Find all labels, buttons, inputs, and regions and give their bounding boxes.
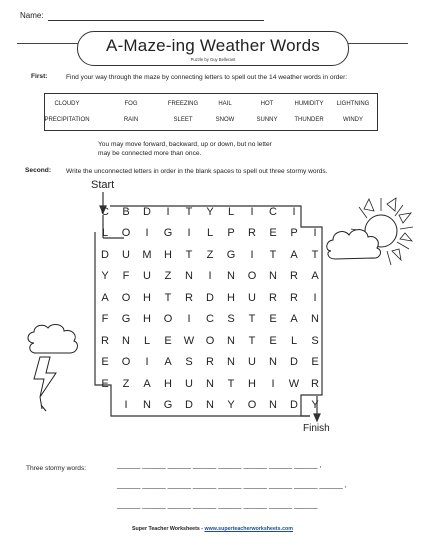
maze-letter: N	[206, 399, 214, 411]
maze-letter: U	[248, 356, 256, 368]
maze-letter: C	[206, 313, 214, 325]
maze-letter: I	[250, 206, 254, 218]
maze-letter: D	[185, 399, 193, 411]
maze-letter: R	[290, 292, 298, 304]
first-label: First:	[31, 73, 48, 80]
word-bank-item: LIGHTNING	[336, 101, 370, 107]
maze-letter: B	[122, 206, 130, 218]
maze-letter: D	[290, 399, 298, 411]
maze-letter: N	[227, 356, 235, 368]
maze-letter: C	[269, 206, 277, 218]
maze-letter: E	[164, 335, 172, 347]
footer-separator: -	[199, 526, 205, 532]
maze-letter: S	[227, 313, 235, 325]
puzzle-credit: Puzzle by Guy Bellerant	[190, 57, 236, 62]
maze-letter: O	[121, 356, 131, 368]
maze-letter: D	[143, 206, 151, 218]
maze-letter: L	[143, 335, 151, 347]
maze-letter: O	[247, 399, 257, 411]
maze-letter: N	[227, 270, 235, 282]
maze-letter: I	[250, 249, 254, 261]
maze-letter: N	[122, 335, 130, 347]
maze-letter: D	[101, 249, 109, 261]
maze-letter: O	[247, 270, 257, 282]
maze-letter: Z	[206, 249, 214, 261]
maze-letter: E	[101, 356, 109, 368]
maze-letter: U	[122, 249, 130, 261]
maze-letter: T	[185, 249, 193, 261]
maze-letter: N	[143, 399, 151, 411]
word-bank-item: HUMIDITY	[294, 101, 324, 107]
maze-letter: H	[143, 313, 151, 325]
word-bank-item: WINDY	[343, 117, 363, 123]
maze-letter: T	[248, 335, 256, 347]
maze-letter: O	[121, 292, 131, 304]
maze-letter: W	[288, 378, 300, 390]
maze-letter: N	[269, 356, 277, 368]
maze-letter: I	[145, 227, 149, 239]
maze-letter: A	[311, 270, 319, 282]
maze-letter: L	[101, 227, 109, 239]
maze-letter: H	[164, 378, 172, 390]
answer-line-3[interactable]: ______ ______ ______ ______ ______ ______ ______ ______	[117, 502, 318, 509]
maze-letter: N	[269, 399, 277, 411]
maze-letter: T	[185, 206, 193, 218]
maze-letter: Y	[206, 206, 214, 218]
page-title: A-Maze-ing Weather Words	[106, 36, 320, 55]
maze-letter: I	[208, 270, 212, 282]
maze-letter: T	[164, 292, 172, 304]
maze-letter: L	[290, 335, 298, 347]
maze-letter: I	[187, 227, 191, 239]
maze-letter: T	[227, 378, 235, 390]
maze-letter: R	[206, 356, 214, 368]
maze-letter: N	[206, 378, 214, 390]
maze-letter: U	[143, 270, 151, 282]
maze-finish-label: Finish	[303, 423, 330, 434]
maze-letter: Y	[311, 399, 319, 411]
maze-letter: R	[248, 227, 256, 239]
maze-letter: E	[101, 378, 109, 390]
maze-letter: I	[313, 227, 317, 239]
sun-cloud-illustration	[323, 193, 415, 275]
maze-letter: F	[101, 313, 109, 325]
maze-letter: H	[227, 292, 235, 304]
maze-letter: P	[290, 227, 298, 239]
answer-line-1[interactable]: ______ ______ ______ ______ ______ ______ ______ ______ ,	[117, 462, 322, 469]
maze-letter: E	[269, 313, 277, 325]
maze-letter: N	[227, 335, 235, 347]
maze-letter: U	[248, 292, 256, 304]
word-bank-item: SNOW	[215, 117, 235, 123]
word-bank-item: FOG	[124, 101, 138, 107]
storm-cloud-lightning-illustration	[26, 323, 84, 415]
maze-letter: S	[185, 356, 193, 368]
maze-letter: U	[185, 378, 193, 390]
second-label: Second:	[25, 167, 52, 174]
maze-letter: A	[290, 249, 298, 261]
maze-letter: I	[313, 292, 317, 304]
maze-letter: N	[311, 313, 319, 325]
maze-letter: A	[164, 356, 172, 368]
maze-letter: W	[183, 335, 195, 347]
maze-letter: G	[163, 399, 173, 411]
second-instruction: Write the unconnected letters in order in the blank spaces to spell out three stormy words.	[66, 168, 328, 175]
maze-letter: E	[269, 227, 277, 239]
maze-letter: N	[185, 270, 193, 282]
maze-letter: I	[166, 206, 170, 218]
maze-letter: A	[290, 313, 298, 325]
maze-letter: L	[206, 227, 214, 239]
maze-letter: G	[163, 227, 173, 239]
maze-letter: R	[101, 335, 109, 347]
maze-letter: O	[163, 313, 173, 325]
maze-letter: Y	[101, 270, 109, 282]
footer-url-link[interactable]: www.superteacherworksheets.com	[204, 526, 293, 532]
word-bank-item: SLEET	[173, 117, 193, 123]
word-bank-item: HAIL	[218, 101, 232, 107]
maze-letter: P	[227, 227, 235, 239]
answer-label: Three stormy words:	[26, 465, 87, 472]
maze-letter: R	[311, 378, 319, 390]
word-bank-item: FREEZING	[167, 101, 199, 107]
maze-letter: I	[124, 399, 128, 411]
maze-letter: L	[227, 206, 235, 218]
maze-letter: C	[101, 206, 109, 218]
word-bank-item: SUNNY	[256, 117, 278, 123]
word-bank-item: RAIN	[123, 117, 139, 123]
maze-letter: I	[145, 356, 149, 368]
maze-letter: I	[187, 313, 191, 325]
word-bank-item: HOT	[260, 101, 274, 107]
maze-letter: O	[205, 335, 215, 347]
maze-letter: E	[269, 335, 277, 347]
maze-letter: I	[292, 206, 296, 218]
footer-brand: Super Teacher Worksheets	[132, 526, 200, 532]
first-instruction: Find your way through the maze by connecting letters to spell out the 14 weather words in order:	[66, 74, 348, 81]
maze-letter: T	[311, 249, 319, 261]
maze-letter: D	[290, 356, 298, 368]
maze-letter: D	[206, 292, 214, 304]
maze-letter: N	[269, 270, 277, 282]
maze-letter: F	[122, 270, 130, 282]
maze-letter: H	[248, 378, 256, 390]
word-bank-item: CLOUDY	[54, 101, 80, 107]
maze-letter: T	[248, 313, 256, 325]
name-label: Name:	[20, 11, 44, 20]
maze-letter: G	[226, 249, 236, 261]
maze-letter: H	[143, 292, 151, 304]
footer	[0, 526, 425, 532]
maze-letter: A	[101, 292, 109, 304]
word-bank-item: PRECIPITATION	[44, 117, 90, 123]
maze-letter: R	[269, 292, 277, 304]
word-bank-item: THUNDER	[294, 117, 324, 123]
move-rule-line-2: may be connected more than once.	[98, 150, 202, 157]
maze-letter: M	[142, 249, 152, 261]
maze-letter: R	[290, 270, 298, 282]
move-rule-line-1: You may move forward, backward, up or down, but no letter	[98, 141, 272, 148]
maze-letter: S	[311, 335, 319, 347]
maze-letter: H	[164, 249, 172, 261]
maze-letter: O	[121, 227, 131, 239]
maze-letter: Z	[164, 270, 172, 282]
maze-letter: I	[271, 378, 275, 390]
maze-letter: R	[185, 292, 193, 304]
maze-letter: T	[269, 249, 277, 261]
maze-start-label: Start	[91, 179, 115, 191]
maze-letter: E	[311, 356, 319, 368]
answer-line-2[interactable]: ______ ______ ______ ______ ______ ______ ______ ______ ______ ,	[117, 482, 347, 489]
maze-letter: Z	[122, 378, 130, 390]
maze-letter: Y	[227, 399, 235, 411]
maze-letter: G	[121, 313, 131, 325]
maze-letter: A	[143, 378, 151, 390]
